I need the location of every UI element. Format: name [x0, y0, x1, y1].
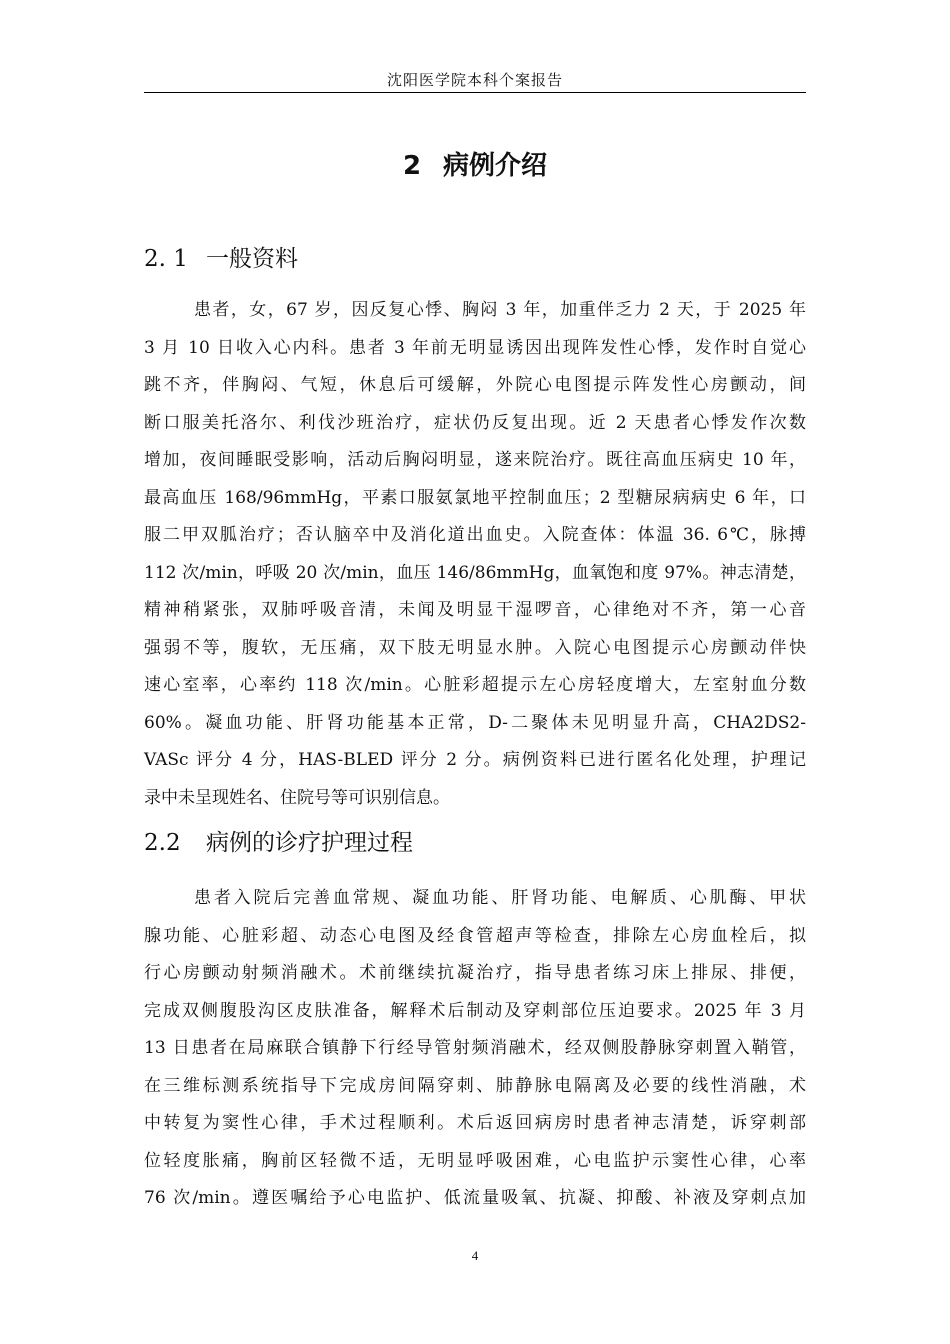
section-heading-general-info [144, 242, 806, 276]
page-header: 沈阳医学院本科个案报告 [144, 68, 806, 93]
text-line: 76 次/min。遵医嘱给予心电监护、低流量吸氧、抗凝、抑酸、补液及穿刺点加 [144, 1188, 806, 1208]
text-line: 中转复为窦性心律，手术过程顺利。术后返回病房时患者神志清楚，诉穿刺部 [144, 1113, 806, 1133]
text-line: 行心房颤动射频消融术。术前继续抗凝治疗，指导患者练习床上排尿、排便， [144, 963, 806, 983]
text-line: 速心室率，心率约 118 次/min。心脏彩超提示左心房轻度增大，左室射血分数 [144, 675, 806, 695]
text-line: 服二甲双胍治疗；否认脑卒中及消化道出血史。入院查体：体温 36. 6℃，脉搏 [144, 525, 806, 545]
chapter-number: 2 [402, 151, 422, 181]
section-title: 一般资料 [206, 246, 298, 272]
section-title: 病例的诊疗护理过程 [206, 830, 413, 856]
page-number: 4 [471, 1248, 479, 1263]
text-line: 断口服美托洛尔、利伐沙班治疗，症状仍反复出现。近 2 天患者心悸发作次数 [144, 412, 806, 433]
section-number: 2.2 [144, 830, 181, 856]
text-line: 完成双侧腹股沟区皮肤准备，解释术后制动及穿刺部位压迫要求。2025 年 3 月 [144, 1000, 806, 1021]
chapter-title [144, 146, 806, 186]
text-line: 位轻度胀痛，胸前区轻微不适，无明显呼吸困难，心电监护示窦性心律，心率 [144, 1150, 806, 1171]
text-line: 强弱不等，腹软，无压痛，双下肢无明显水肿。入院心电图提示心房颤动伴快 [144, 637, 806, 658]
text-line: 患者入院后完善血常规、凝血功能、肝肾功能、电解质、心肌酶、甲状 [194, 888, 806, 908]
text-line: 在三维标测系统指导下完成房间隔穿刺、肺静脉电隔离及必要的线性消融，术 [144, 1075, 806, 1096]
text-line: 60%。凝血功能、肝肾功能基本正常，D-二聚体未见明显升高，CHA2DS2- [144, 712, 806, 733]
text-line: 3 月 10 日收入心内科。患者 3 年前无明显诱因出现阵发性心悸，发作时自觉心 [144, 337, 807, 358]
text-line: VASc 评分 4 分，HAS-BLED 评分 2 分。病例资料已进行匿名化处理，护理记 [144, 750, 806, 770]
text-line: 13 日患者在局麻联合镇静下行经导管射频消融术，经双侧股静脉穿刺置入鞘管， [144, 1038, 806, 1058]
text-line: 跳不齐，伴胸闷、气短，休息后可缓解，外院心电图提示阵发性心房颤动，间 [144, 375, 806, 395]
text-line: 112 次/min，呼吸 20 次/min，血压 146/86mmHg，血氧饱和度 97%。神志清楚， [144, 562, 806, 583]
paragraph-general-info [144, 292, 806, 817]
section-number: 2. 1 [144, 246, 188, 272]
chapter-title-text: 病例介绍 [443, 151, 548, 181]
text-line: 最高血压 168/96mmHg，平素口服氨氯地平控制血压；2 型糖尿病病史 6 年，口 [144, 487, 806, 508]
section-heading-treatment-process [144, 826, 806, 860]
text-line: 精神稍紧张，双肺呼吸音清，未闻及明显干湿啰音，心律绝对不齐，第一心音 [144, 600, 806, 620]
text-line: 患者，女，67 岁，因反复心悸、胸闷 3 年，加重伴乏力 2 天，于 2025 年 [194, 300, 806, 320]
text-line: 腺功能、心脏彩超、动态心电图及经食管超声等检查，排除左心房血栓后，拟 [144, 925, 806, 946]
paragraph-treatment-process [144, 880, 806, 1218]
text-line: 录中未呈现姓名、住院号等可识别信息。 [144, 787, 450, 808]
text-line: 增加，夜间睡眠受影响，活动后胸闷明显，遂来院治疗。既往高血压病史 10 年， [144, 450, 806, 470]
